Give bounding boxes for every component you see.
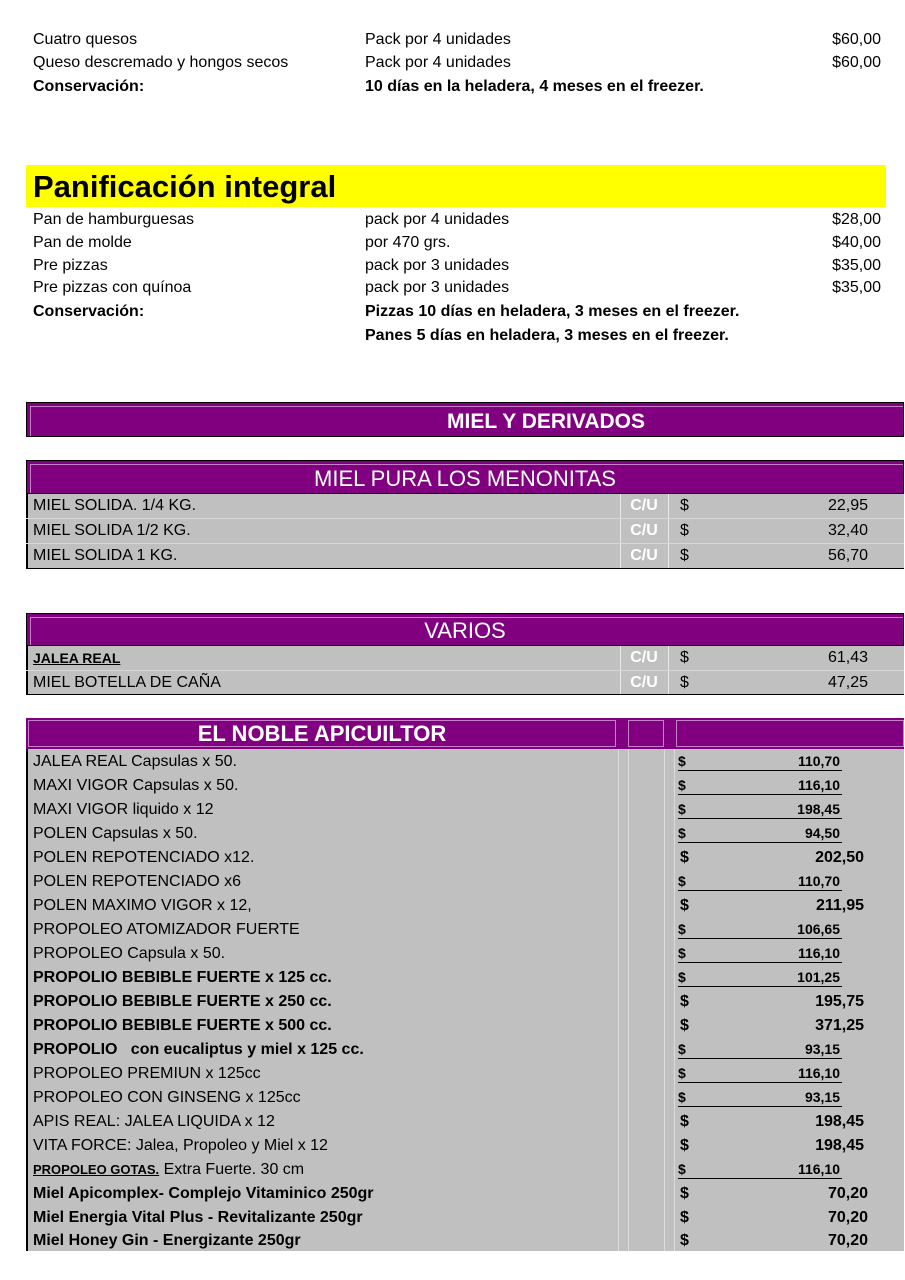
product-price: 106,65 (797, 921, 840, 937)
menonitas-table (26, 494, 904, 569)
table-row (26, 1158, 904, 1182)
currency: $ (678, 1161, 686, 1177)
product-price: 93,15 (804, 1089, 840, 1105)
product-price: 47,25 (827, 674, 868, 691)
table-row (26, 990, 904, 1014)
product-name: Queso descremado y hongos secos (33, 54, 289, 71)
noble-table (26, 718, 904, 1251)
product-name: POLEN Capsulas x 50. (33, 825, 198, 842)
table-row (26, 1110, 904, 1134)
section-title: EL NOBLE APICUILTOR (197, 721, 447, 746)
price-cell (678, 750, 842, 771)
product-name: JALEA REAL (33, 650, 121, 666)
product-name: MIEL BOTELLA DE CAÑA (33, 674, 221, 691)
currency: $ (678, 969, 686, 985)
product-price: 94,50 (804, 825, 840, 841)
product-name: MAXI VIGOR liquido x 12 (33, 801, 214, 818)
unit-label: C/U (630, 649, 658, 666)
product-name: POLEN REPOTENCIADO x6 (33, 873, 242, 890)
currency: $ (680, 1017, 689, 1034)
currency: $ (680, 1113, 689, 1130)
currency: $ (678, 777, 686, 793)
table-row (26, 1014, 904, 1038)
section-title: VARIOS (424, 618, 506, 643)
section-header-noble (26, 718, 904, 749)
currency: $ (680, 522, 689, 539)
product-row (33, 232, 881, 254)
product-price: 93,15 (804, 1041, 840, 1057)
table-row (26, 1062, 904, 1086)
table-row (26, 846, 904, 870)
product-name: Pre pizzas con quínoa (33, 279, 192, 296)
section-header-varios (26, 613, 904, 646)
product-name-rest: Extra Fuerte. 30 cm (163, 1161, 305, 1178)
product-name: MIEL SOLIDA 1 KG. (33, 547, 178, 564)
product-price: 110,70 (797, 873, 840, 889)
product-price: 198,45 (797, 801, 840, 817)
product-name: PROPOLEO CON GINSENG x 125cc (33, 1089, 301, 1106)
currency: $ (680, 1232, 689, 1249)
conservation-row (33, 301, 881, 323)
unit-label: C/U (630, 522, 658, 539)
section-header-miel-derivados (26, 402, 904, 437)
product-price: $40,00 (832, 234, 881, 251)
product-desc: Pack por 4 unidades (365, 31, 511, 48)
section-title: Panificación integral (33, 169, 337, 204)
product-price: 198,45 (815, 1113, 864, 1130)
product-row (33, 255, 881, 277)
price-cell (678, 822, 842, 843)
table-row (26, 671, 904, 695)
product-price: 116,10 (797, 1065, 840, 1081)
product-name: Miel Apicomplex- Complejo Vitaminico 250gr (33, 1185, 374, 1202)
product-name: Pre pizzas (33, 257, 108, 274)
product-name: PROPOLEO Capsula x 50. (33, 945, 226, 962)
table-row (26, 870, 904, 894)
currency: $ (678, 873, 686, 889)
currency: $ (678, 945, 686, 961)
section-header-menonitas (26, 460, 904, 494)
product-row (33, 209, 881, 231)
currency: $ (678, 1089, 686, 1105)
product-price: 56,70 (827, 547, 868, 564)
table-row (26, 750, 904, 774)
table-row (26, 798, 904, 822)
price-cell (678, 918, 842, 939)
product-price: 371,25 (815, 1017, 864, 1034)
product-price: 70,20 (827, 1232, 868, 1249)
product-name: Miel Energia Vital Plus - Revitalizante 250gr (33, 1209, 363, 1226)
product-name: PROPOLEO PREMIUN x 125cc (33, 1065, 261, 1082)
product-row (33, 277, 881, 299)
product-price: 198,45 (815, 1137, 864, 1154)
unit-label: C/U (630, 497, 658, 514)
product-price: $35,00 (832, 279, 881, 296)
table-row (26, 1206, 904, 1230)
price-cell (678, 774, 842, 795)
price-cell (678, 1062, 842, 1083)
currency: $ (680, 993, 689, 1010)
product-name: PROPOLIO con eucaliptus y miel x 125 cc. (33, 1041, 364, 1058)
section-title: MIEL PURA LOS MENONITAS (314, 466, 616, 491)
product-desc: por 470 grs. (365, 234, 451, 251)
product-name: APIS REAL: JALEA LIQUIDA x 12 (33, 1113, 275, 1130)
table-row (26, 942, 904, 966)
product-price: $60,00 (832, 31, 881, 48)
price-cell (678, 798, 842, 819)
table-row (26, 1134, 904, 1158)
product-price: $28,00 (832, 211, 881, 228)
conservation-text: Panes 5 días en heladera, 3 meses en el freezer. (365, 327, 729, 344)
currency: $ (678, 825, 686, 841)
table-row (26, 918, 904, 942)
product-name: JALEA REAL Capsulas x 50. (33, 753, 237, 770)
table-row (26, 966, 904, 990)
currency: $ (678, 753, 686, 769)
product-row (33, 29, 881, 51)
unit-label: C/U (630, 674, 658, 691)
product-price: 32,40 (827, 522, 868, 539)
table-row (26, 894, 904, 918)
unit-label: C/U (630, 547, 658, 564)
product-name: PROPOLIO BEBIBLE FUERTE x 125 cc. (33, 969, 332, 986)
price-cell (678, 1086, 842, 1107)
table-row (26, 1086, 904, 1110)
varios-table (26, 646, 904, 695)
product-price: 116,10 (797, 777, 840, 793)
product-name: PROPOLIO BEBIBLE FUERTE x 250 cc. (33, 993, 332, 1010)
product-name: Miel Honey Gin - Energizante 250gr (33, 1232, 301, 1249)
product-price: 211,95 (815, 897, 864, 914)
currency: $ (680, 849, 689, 866)
product-price: 116,10 (797, 1161, 840, 1177)
conservation-label: Conservación: (33, 78, 145, 95)
product-desc: pack por 4 unidades (365, 211, 510, 228)
currency: $ (678, 921, 686, 937)
product-name: MIEL SOLIDA. 1/4 KG. (33, 497, 197, 514)
table-row (26, 519, 904, 544)
product-name: Cuatro quesos (33, 31, 138, 48)
table-row (26, 774, 904, 798)
table-row (26, 1038, 904, 1062)
product-row (33, 52, 881, 74)
conservation-row (33, 76, 881, 98)
product-price: 195,75 (815, 993, 864, 1010)
table-row (26, 646, 904, 671)
price-cell (678, 966, 842, 987)
table-row (26, 1229, 904, 1253)
product-name: VITA FORCE: Jalea, Propoleo y Miel x 12 (33, 1137, 328, 1154)
product-price: 101,25 (797, 969, 840, 985)
product-price: 110,70 (797, 753, 840, 769)
currency: $ (680, 497, 689, 514)
product-name: MAXI VIGOR Capsulas x 50. (33, 777, 239, 794)
table-row (26, 1182, 904, 1206)
currency: $ (678, 1041, 686, 1057)
table-row (26, 494, 904, 519)
product-price: 61,43 (827, 649, 868, 666)
product-price: 116,10 (797, 945, 840, 961)
product-price: 22,95 (827, 497, 868, 514)
conservation-text: Pizzas 10 días en heladera, 3 meses en el freezer. (365, 303, 740, 320)
product-price: $60,00 (832, 54, 881, 71)
product-name: Pan de molde (33, 234, 132, 251)
product-name-prefix: PROPOLEO GOTAS. (33, 1162, 160, 1177)
product-price: $35,00 (832, 257, 881, 274)
conservation-label: Conservación: (33, 303, 145, 320)
product-name: POLEN REPOTENCIADO x12. (33, 849, 255, 866)
table-row (26, 822, 904, 846)
product-name: POLEN MAXIMO VIGOR x 12, (33, 897, 252, 914)
price-cell (678, 942, 842, 963)
conservation-text: 10 días en la heladera, 4 meses en el freezer. (365, 78, 704, 95)
conservation-row (33, 325, 881, 347)
product-name: PROPOLEO ATOMIZADOR FUERTE (33, 921, 300, 938)
currency: $ (680, 897, 689, 914)
currency: $ (680, 649, 689, 666)
currency: $ (678, 1065, 686, 1081)
currency: $ (680, 1185, 689, 1202)
section-header-panificacion (26, 165, 886, 207)
currency: $ (678, 801, 686, 817)
product-name: PROPOLIO BEBIBLE FUERTE x 500 cc. (33, 1017, 332, 1034)
table-row (26, 544, 904, 568)
product-price: 70,20 (827, 1209, 868, 1226)
product-desc: Pack por 4 unidades (365, 54, 511, 71)
product-name (33, 1158, 304, 1182)
section-title: MIEL Y DERIVADOS (447, 410, 645, 433)
currency: $ (680, 674, 689, 691)
product-desc: pack por 3 unidades (365, 257, 510, 274)
currency: $ (680, 547, 689, 564)
product-price: 70,20 (827, 1185, 868, 1202)
price-cell (678, 870, 842, 891)
product-price: 202,50 (815, 849, 864, 866)
price-cell (678, 1158, 842, 1179)
product-name: MIEL SOLIDA 1/2 KG. (33, 522, 191, 539)
currency: $ (680, 1209, 689, 1226)
price-cell (678, 1038, 842, 1059)
currency: $ (680, 1137, 689, 1154)
product-desc: pack por 3 unidades (365, 279, 510, 296)
product-name: Pan de hamburguesas (33, 211, 194, 228)
